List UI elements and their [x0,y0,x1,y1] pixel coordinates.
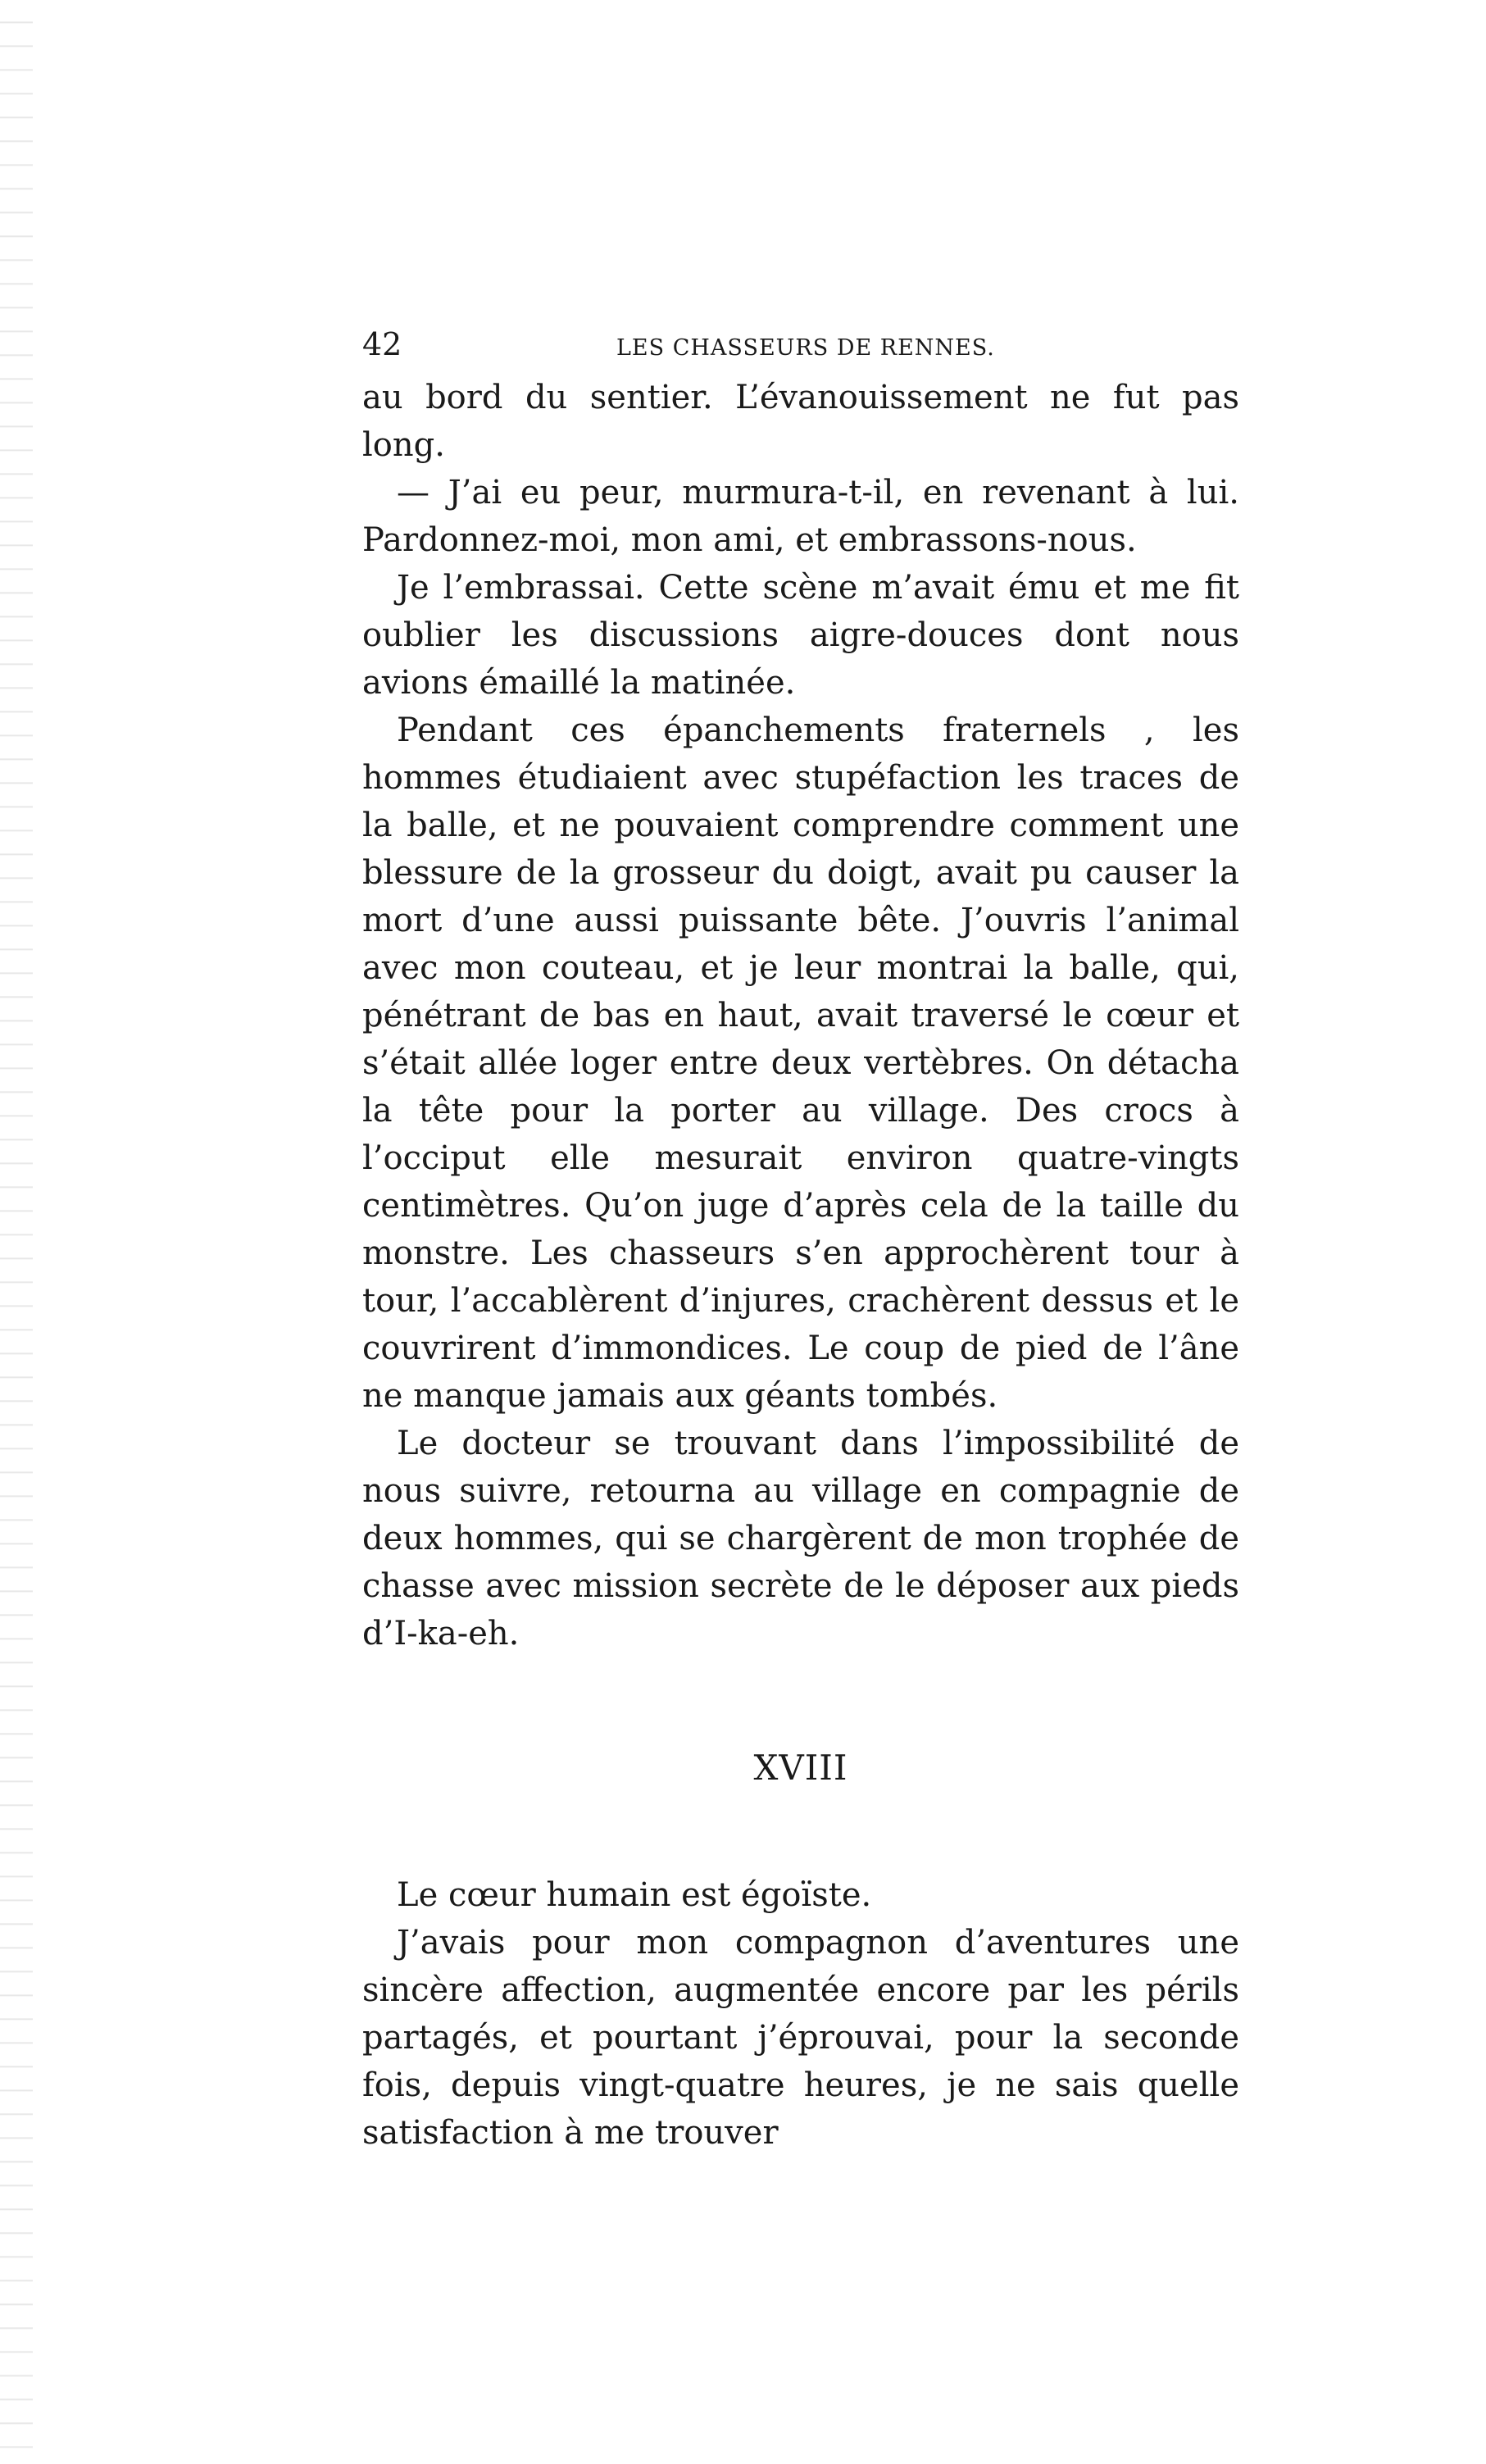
scan-edge-artifact [0,0,33,2464]
page-header [362,326,1239,367]
paragraph: Pendant ces épanchements fraternels , les hommes étudiaient avec stupéfaction les traces de la balle, et ne pouvaient comprendre comment une blessure de la grosseur du doigt, avait pu causer la mort d’une aussi puissante bête. J’ouvris l’animal avec mon couteau, et je leur montrai la balle, qui, pénétrant de bas en haut, avait traversé le cœur et s’était allée loger entre deux vertèbres. On détacha la tête pour la porter au village. Des crocs à l’occiput elle mesurait environ quatre-vingts centimètres. Qu’on juge d’après cela de la taille du monstre. Les chasseurs s’en approchèrent tour à tour, l’accablèrent d’injures, crachèrent dessus et le couvrirent d’immondices. Le coup de pied de l’âne ne manque jamais aux géants tombés. [362,711,1239,1415]
paragraph: J’avais pour mon compagnon d’aventures une sincère affection, augmentée encore par les périls partagés, et pourtant j’éprouvai, pour la seconde fois, depuis vingt-quatre heures, je ne sais quelle satisfaction à me trouver [362,1924,1239,2152]
paragraph: Le cœur humain est égoïste. [397,1876,872,1914]
paragraph-dialogue: — J’ai eu peur, murmura-t-il, en revenant à lui. Pardonnez-moi, mon ami, et embrassons-nous. [362,474,1239,559]
paragraph: Je l’embrassai. Cette scène m’avait ému et me fit oublier les discussions aigre-douces dont nous avions émaillé la matinée. [362,569,1239,702]
page-number: 42 [362,326,402,362]
paragraph-continuation: au bord du sentier. L’évanouissement ne fut pas long. [362,379,1239,464]
running-title: LES CHASSEURS DE RENNES. [616,335,995,361]
book-page [362,326,1239,2157]
section-heading: XVIII [753,1748,848,1788]
paragraph: Le docteur se trouvant dans l’impossibilité de nous suivre, retourna au village en compagnie de deux hommes, qui se chargèrent de mon trophée de chasse avec mission secrète de le déposer aux pieds d’I-ka-eh. [362,1425,1239,1653]
